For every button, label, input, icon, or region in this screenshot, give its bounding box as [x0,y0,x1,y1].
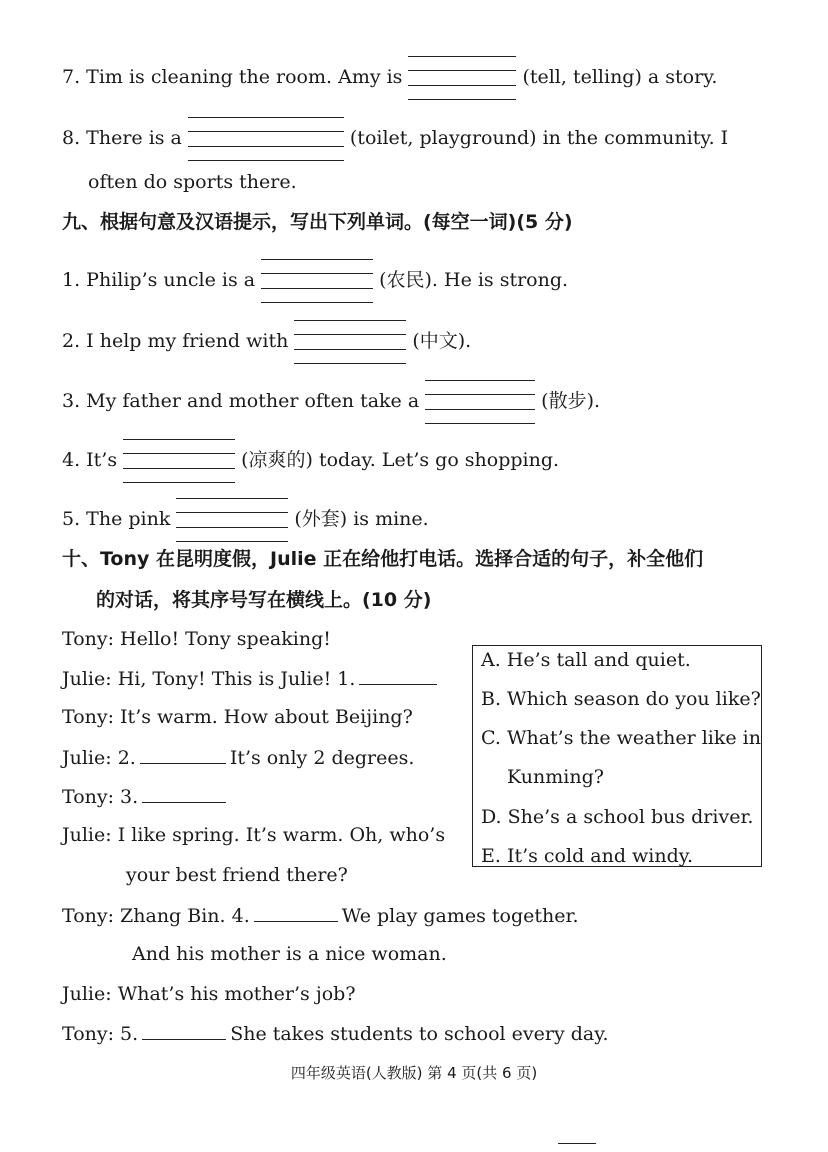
section-10-heading-line1: 十、Tony 在昆明度假，Julie 正在给他打电话。选择合适的句子，补全他们 [62,548,704,570]
question-8-prefix: 8. There is a [62,127,182,149]
dialog-line-8 [62,903,579,928]
option-c-continued: Kunming? [507,766,604,788]
item-3-suffix: (散步). [541,390,601,412]
answer-blank-9-2[interactable] [294,320,406,364]
item-1-prefix: 1. Philip’s uncle is a [62,269,256,291]
dialog-line-7: your best friend there? [126,864,348,886]
answer-blank-9-1[interactable] [261,259,373,303]
dialog-blank-4[interactable] [254,903,338,922]
dialog-line-6: Julie: I like spring. It’s warm. Oh, who’s [62,824,446,846]
divider-mark [558,1143,596,1144]
question-7 [62,56,717,100]
dialog-line-2 [62,666,441,691]
dialog-line-4 [62,745,414,770]
section-9-item-3 [62,380,600,424]
option-c: C. What’s the weather like in [481,727,761,749]
dialog-blank-3[interactable] [142,784,226,803]
section-9-item-2 [62,320,471,364]
item-2-prefix: 2. I help my friend with [62,330,289,352]
dialog-line-8-prefix: Tony: Zhang Bin. 4. [62,905,250,927]
section-9-item-4 [62,439,559,483]
option-b: B. Which season do you like? [481,688,761,710]
dialog-line-8-suffix: We play games together. [341,905,579,927]
item-2-suffix: (中文). [412,330,472,352]
dialog-line-5 [62,784,230,809]
section-9-item-5 [62,498,429,542]
answer-blank-9-3[interactable] [425,380,535,424]
option-e: E. It’s cold and windy. [481,845,694,867]
item-5-suffix: (外套) is mine. [294,508,429,530]
option-a: A. He’s tall and quiet. [481,649,691,671]
dialog-line-11-prefix: Tony: 5. [62,1023,139,1045]
dialog-blank-1[interactable] [359,666,437,685]
question-7-suffix: (tell, telling) a story. [522,66,718,88]
dialog-line-4-prefix: Julie: 2. [62,747,136,769]
dialog-line-4-suffix: It’s only 2 degrees. [229,747,415,769]
item-5-prefix: 5. The pink [62,508,171,530]
option-d: D. She’s a school bus driver. [481,806,754,828]
dialog-line-5-prefix: Tony: 3. [62,786,139,808]
dialog-blank-2[interactable] [140,745,226,764]
section-9-heading: 九、根据句意及汉语提示，写出下列单词。(每空一词)(5 分) [62,211,573,233]
question-8-suffix: (toilet, playground) in the community. I [349,127,729,149]
answer-blank-8[interactable] [188,117,344,161]
section-10-heading-line2: 的对话，将其序号写在横线上。(10 分) [96,589,432,611]
question-8 [62,117,728,161]
question-7-prefix: 7. Tim is cleaning the room. Amy is [62,66,403,88]
item-4-suffix: (凉爽的) today. Let’s go shopping. [241,449,560,471]
answer-blank-9-4[interactable] [123,439,235,483]
page-footer: 四年级英语(人教版) 第 4 页(共 6 页) [290,1064,538,1082]
item-3-prefix: 3. My father and mother often take a [62,390,420,412]
dialog-line-9: And his mother is a nice woman. [132,943,447,965]
dialog-line-2-prefix: Julie: Hi, Tony! This is Julie! 1. [62,668,356,690]
section-9-item-1 [62,259,568,303]
item-1-suffix: (农民). He is strong. [379,269,569,291]
answer-blank-9-5[interactable] [176,498,288,542]
options-box [472,645,762,867]
dialog-line-11-suffix: She takes students to school every day. [230,1023,609,1045]
dialog-line-11 [62,1021,608,1046]
answer-blank-7[interactable] [408,56,516,100]
dialog-line-1: Tony: Hello! Tony speaking! [62,628,331,650]
dialog-line-3: Tony: It’s warm. How about Beijing? [62,706,413,728]
question-8-line2: often do sports there. [88,171,297,193]
dialog-line-10: Julie: What’s his mother’s job? [62,983,356,1005]
dialog-blank-5[interactable] [142,1021,226,1040]
item-4-prefix: 4. It’s [62,449,118,471]
